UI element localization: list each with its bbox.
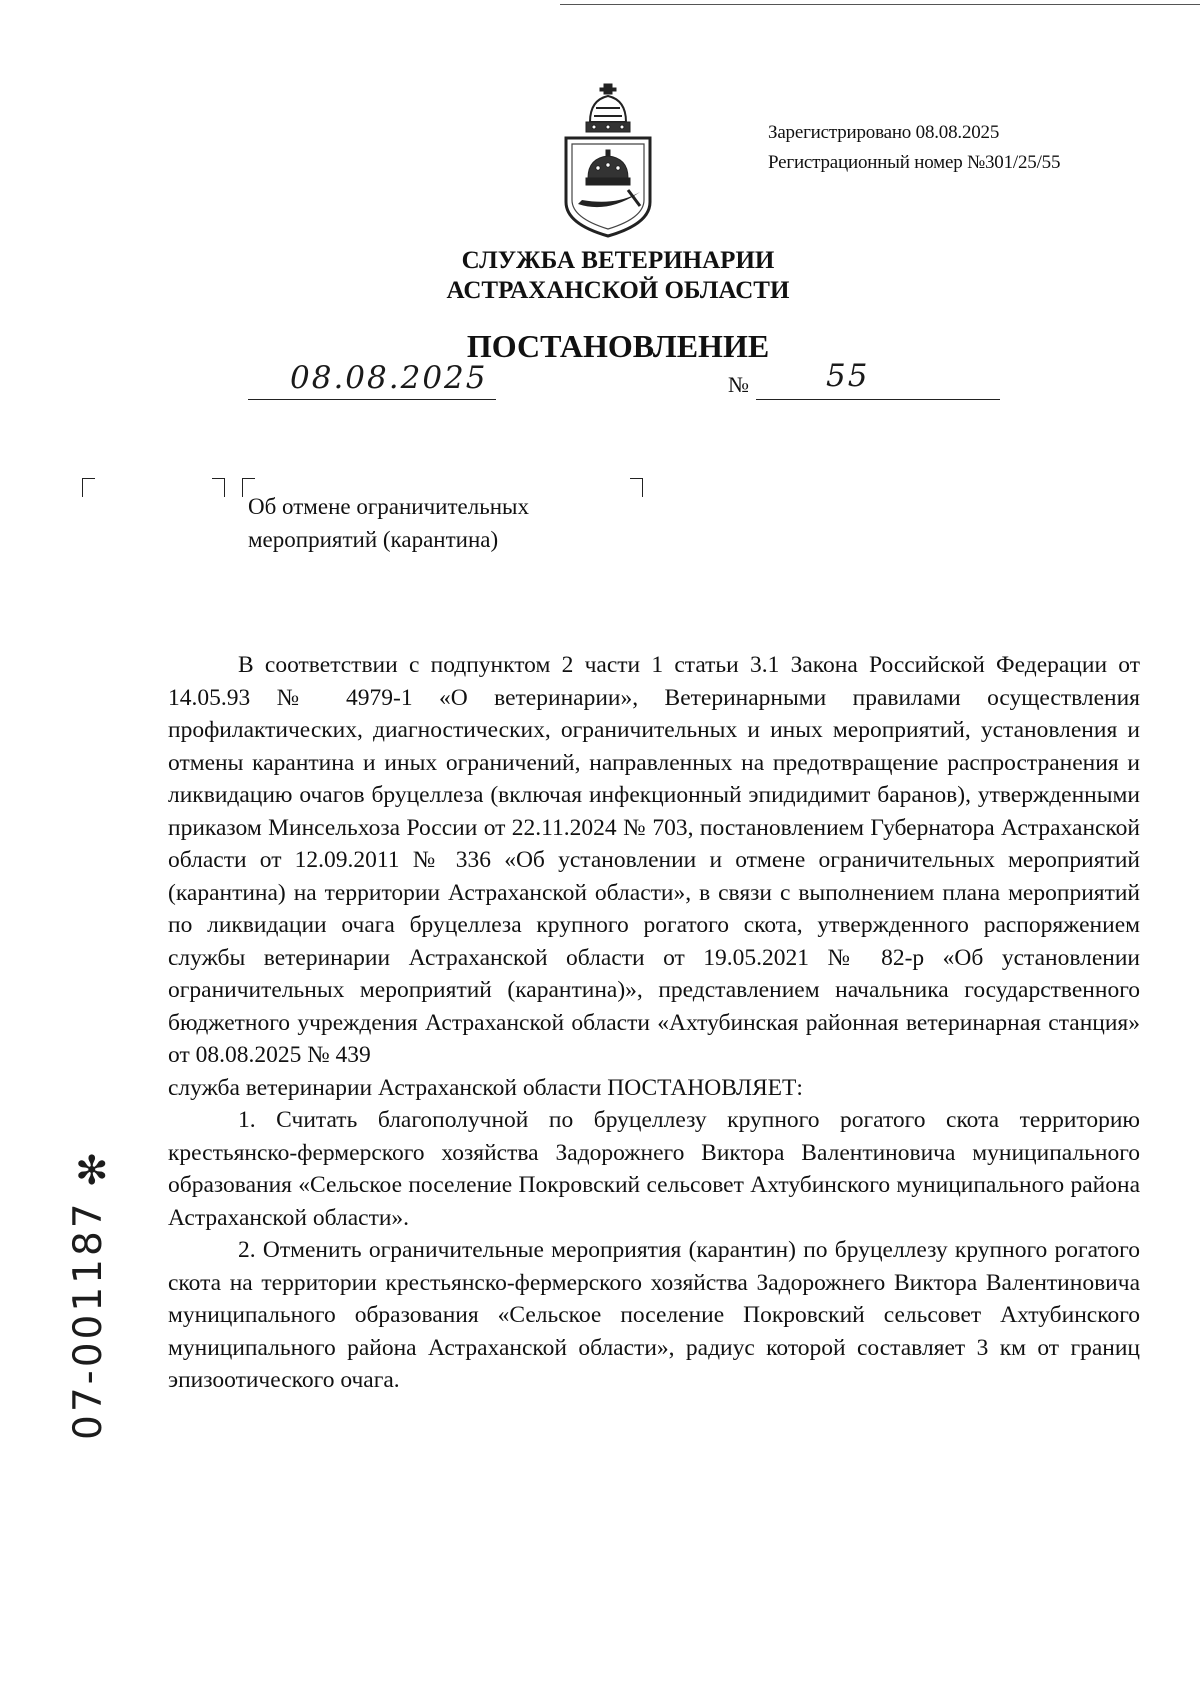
registration-date: Зарегистрировано 08.08.2025 bbox=[768, 122, 1000, 143]
corner-mark bbox=[82, 478, 95, 497]
organization-line-1: СЛУЖБА ВЕТЕРИНАРИИ bbox=[461, 247, 775, 274]
handwritten-number: 55 bbox=[826, 358, 870, 394]
document-type: ПОСТАНОВЛЕНИЕ bbox=[466, 328, 770, 364]
subject-line-2: мероприятий (карантина) bbox=[248, 527, 499, 552]
organization-name bbox=[0, 246, 1200, 306]
date-underline bbox=[248, 399, 496, 400]
handwritten-date: 08.08.2025 bbox=[290, 360, 488, 396]
number-underline bbox=[756, 399, 1000, 400]
registration-number: Регистрационный номер №301/25/55 bbox=[768, 152, 1061, 173]
margin-serial-number: 07-001187 bbox=[66, 1200, 111, 1440]
item-1-paragraph: 1. Считать благополучной по бруцеллезу крупного рогатого скота территорию крестьянско-фермерского хозяйства Задорожнего Виктора Валентиновича муниципального образования «Сельское поселение Покровский сельсовет Ахтубинского муниципального района Астраханской области». bbox=[168, 1107, 1140, 1231]
item-2-paragraph: 2. Отменить ограничительные мероприятия (карантин) по бруцеллезу крупного рогатого скота на территории крестьянско-фермерского хозяйства Задорожнего Виктора Валентиновича муниципального образования «Сельское поселение Покровский сельсовет Ахтубинского муниципального района Астраханской области», радиус которой составляет 3 км от границ эпизоотического очага. bbox=[168, 1237, 1140, 1393]
scan-edge-line bbox=[560, 0, 1200, 5]
organization-line-2: АСТРАХАНСКОЙ ОБЛАСТИ bbox=[446, 277, 790, 304]
document-subject bbox=[248, 490, 529, 556]
decree-line: служба ветеринарии Астраханской области ПОСТАНОВЛЯЕТ: bbox=[168, 1074, 803, 1101]
number-label: № bbox=[728, 372, 749, 397]
subject-line-1: Об отмене ограничительных bbox=[248, 494, 529, 519]
document-body bbox=[168, 649, 1140, 1397]
registration-info bbox=[768, 118, 1060, 178]
preamble-paragraph: В соответствии с подпунктом 2 части 1 статьи 3.1 Закона Российской Федерации от 14.05.93 № 4979-1 «О ветеринарии», Ветеринарными правилами осуществления профилактических, диагностических, ограничительных и иных мероприятий, установления и отмены карантина и иных ограничений, направленных на предотвращение распространения и ликвидацию очагов бруцеллеза (включая инфекционный эпидидимит баранов), утвержденными приказом Минсельхоза России от 22.11.2024 № 703, постановлением Губернатора Астраханской области от 12.09.2011 № 336 «Об установлении и отмене ограничительных мероприятий (карантина) на территории Астраханской области», в связи с выполнением плана мероприятий по ликвидации очага бруцеллеза крупного рогатого скота, утвержденного распоряжением службы ветеринарии Астраханской области от 19.05.2021 № 82-р «Об установлении ограничительных мероприятий (карантина)», представлением начальника государственного бюджетного учреждения Астраханской области «Ахтубинская районная ветеринарная станция» от 08.08.2025 № 439 bbox=[168, 652, 1140, 1068]
margin-asterisk-mark: ✻ bbox=[75, 1148, 109, 1194]
corner-mark bbox=[630, 478, 643, 497]
astrakhan-coat-of-arms-icon bbox=[560, 82, 656, 238]
corner-mark bbox=[212, 478, 225, 497]
